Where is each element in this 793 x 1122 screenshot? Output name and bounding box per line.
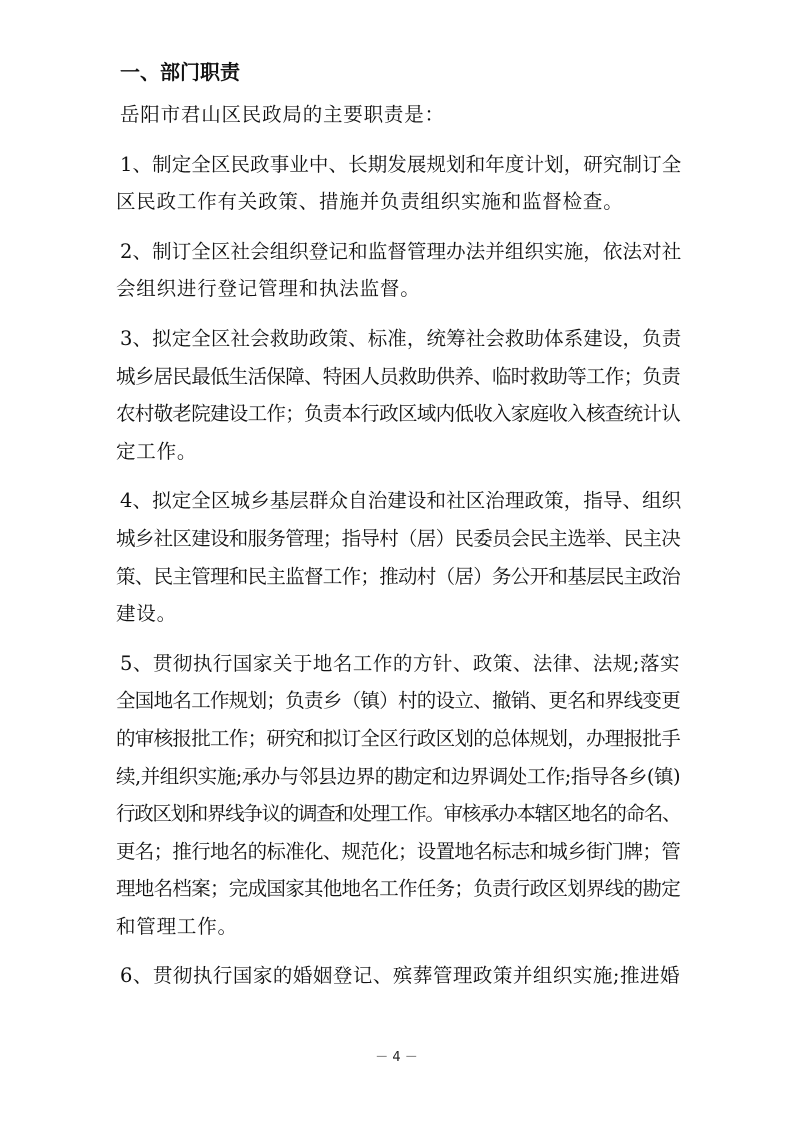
page-number: － 4 － — [375, 1050, 418, 1065]
document-body — [116, 58, 682, 1007]
duty-item — [116, 146, 682, 221]
duty-item-line: 会组织进行登记管理和执法监督。 — [116, 277, 421, 301]
duty-item-line: 4、拟定全区城乡基层群众自治建设和社区治理政策，指导、组织 — [120, 489, 682, 513]
duty-item-line: 全国地名工作规划；负责乡（镇）村的设立、撤销、更名和界线变更 — [116, 689, 681, 713]
duty-item-line: 建设。 — [116, 602, 177, 626]
duty-item-line: 6、贯彻执行国家的婚姻登记、殡葬管理政策并组织实施;推进婚 — [120, 964, 680, 988]
duty-item — [116, 482, 682, 632]
intro-line: 岳阳市君山区民政局的主要职责是： — [120, 103, 445, 126]
duty-item — [116, 320, 682, 470]
duty-item-line: 2、制订全区社会组织登记和监督管理办法并组织实施，依法对社 — [120, 239, 682, 263]
duty-item-line: 城乡社区建设和服务管理；指导村（居）民委员会民主选举、民主决 — [116, 526, 681, 550]
duty-item — [116, 233, 682, 308]
intro-paragraph — [116, 96, 682, 134]
duty-item-line: 3、拟定全区社会救助政策、标准，统筹社会救助体系建设，负责 — [120, 326, 682, 350]
duty-item-line: 农村敬老院建设工作；负责本行政区域内低收入家庭收入核查统计认 — [116, 402, 681, 426]
duty-item-line: 策、民主管理和民主监督工作；推动村（居）务公开和基层民主政治 — [116, 564, 681, 588]
duty-item-line: 的审核报批工作；研究和拟订全区行政区划的总体规划，办理报批手 — [116, 726, 681, 750]
duty-item-line: 更名；推行地名的标准化、规范化；设置地名标志和城乡街门牌；管 — [116, 839, 681, 863]
duty-item — [116, 645, 682, 946]
duty-list — [116, 146, 682, 995]
duty-item — [116, 957, 682, 995]
section-heading: 一、部门职责 — [120, 60, 240, 84]
duty-item-line: 续,并组织实施;承办与邻县边界的勘定和边界调处工作;指导各乡(镇) — [116, 764, 681, 788]
duty-item-line: 和管理工作。 — [116, 914, 238, 938]
duty-item-line: 5、贯彻执行国家关于地名工作的方针、政策、法律、法规;落实 — [120, 651, 680, 675]
duty-item-line: 1、制定全区民政事业中、长期发展规划和年度计划，研究制订全 — [120, 152, 682, 176]
duty-item-line: 定工作。 — [116, 439, 198, 463]
duty-item-line: 区民政工作有关政策、措施并负责组织实施和监督检查。 — [116, 190, 624, 214]
duty-item-line: 理地名档案；完成国家其他地名工作任务；负责行政区划界线的勘定 — [116, 877, 681, 901]
duty-item-line: 行政区划和界线争议的调查和处理工作。审核承办本辖区地名的命名、 — [116, 802, 681, 826]
duty-item-line: 城乡居民最低生活保障、特困人员救助供养、临时救助等工作；负责 — [116, 364, 681, 388]
